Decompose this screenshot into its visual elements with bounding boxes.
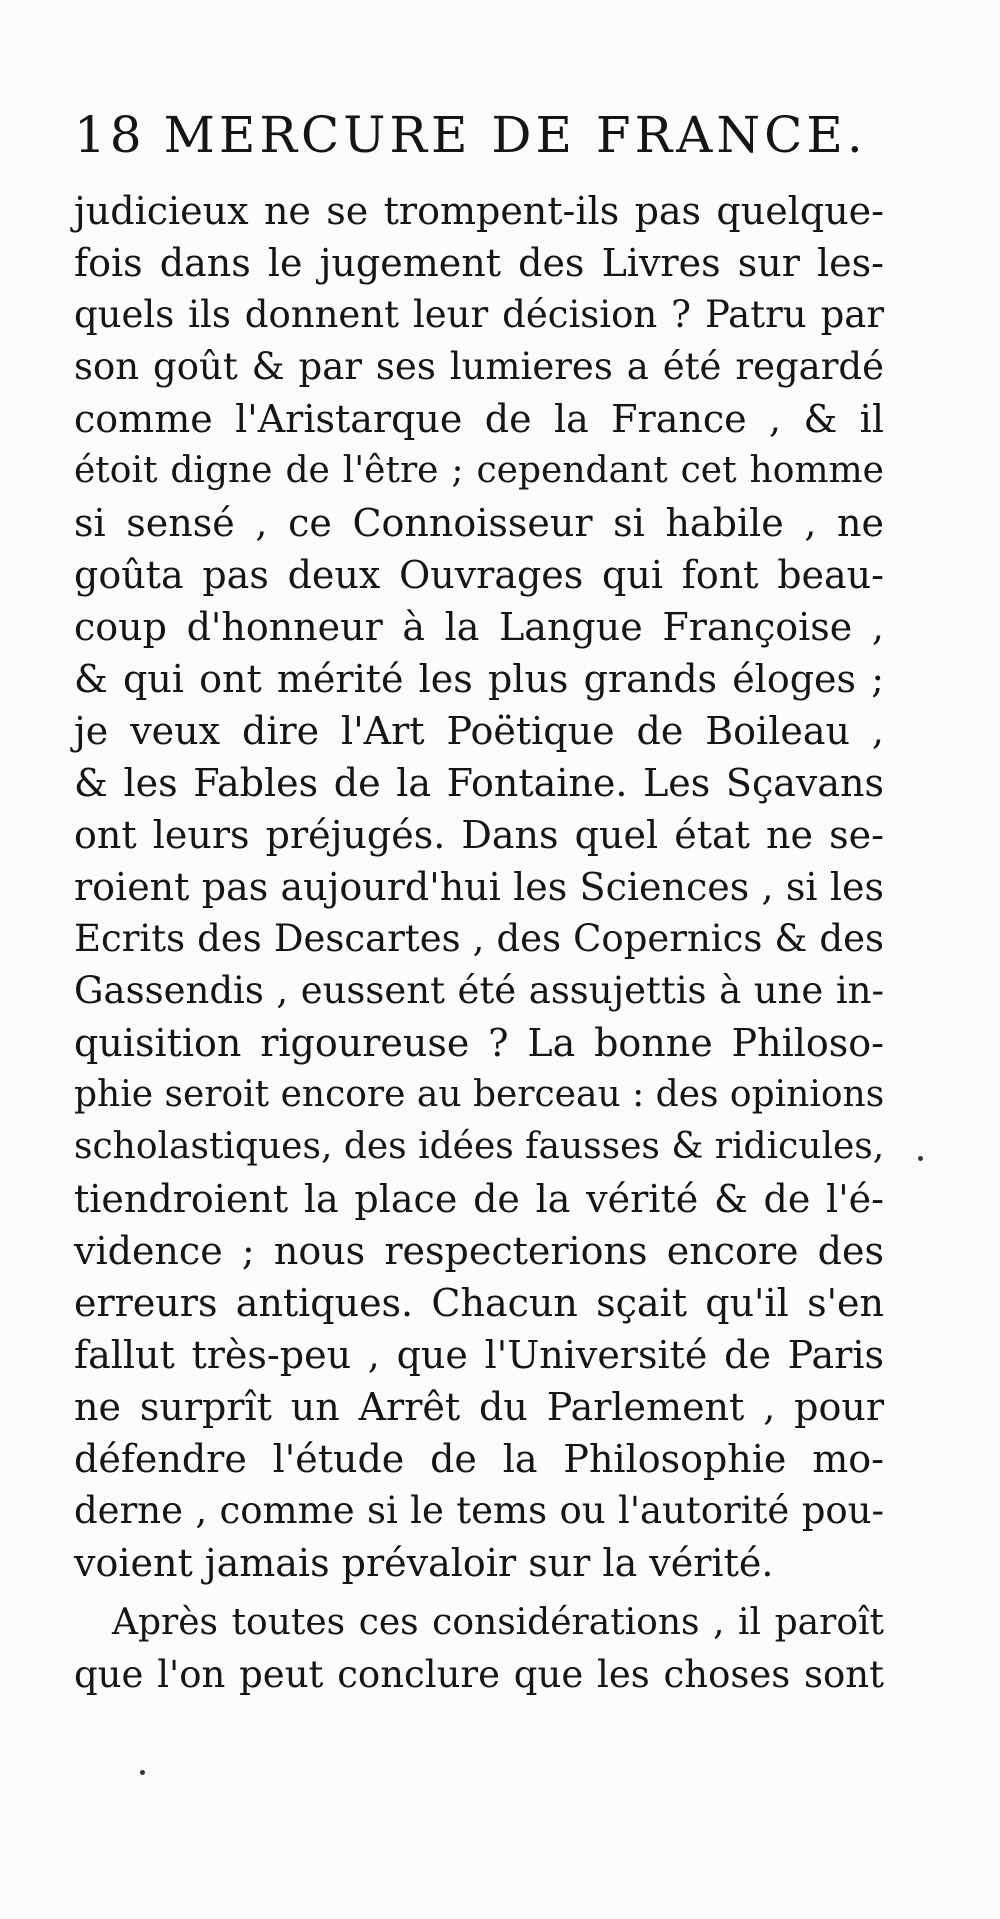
text-line: goûta pas deux Ouvrages qui font beau- [74, 553, 884, 597]
text-line: Après toutes ces considérations , il paroît [112, 1602, 884, 1643]
text-line: si sensé , ce Connoisseur si habile , ne [74, 501, 884, 545]
text-line: judicieux ne se trompent-ils pas quelque- [74, 189, 884, 233]
text-line: quels ils donnent leur décision ? Patru par [74, 293, 884, 336]
text-line: Ecrits des Descartes , des Copernics & des [74, 917, 884, 960]
text-line: coup d'honneur à la Langue Françoise , [74, 605, 884, 649]
text-line: & les Fables de la Fontaine. Les Sçavans [74, 761, 884, 805]
text-line: roient pas aujourd'hui les Sciences , si les [74, 865, 884, 909]
text-line: voient jamais prévaloir sur la vérité. [74, 1541, 774, 1585]
text-line: je veux dire l'Art Poëtique de Boileau , [74, 709, 884, 753]
text-line: derne , comme si le tems ou l'autorité pou- [74, 1489, 884, 1532]
text-line: défendre l'étude de la Philosophie mo- [74, 1437, 884, 1481]
text-line: étoit digne de l'être ; cependant cet homme [74, 450, 884, 491]
text-line: fois dans le jugement des Livres sur les- [74, 241, 884, 285]
text-line: tiendroient la place de la vérité & de l'é- [74, 1177, 884, 1221]
text-line: scholastiques, des idées fausses & ridicules, [74, 1126, 885, 1167]
text-line: son goût & par ses lumieres a été regardé [74, 345, 884, 388]
text-line: ne surprît un Arrêt du Parlement , pour [74, 1385, 884, 1429]
running-title: MERCURE DE FRANCE. [163, 106, 867, 164]
page-number: 18 [74, 106, 146, 164]
ink-speck [918, 1156, 923, 1161]
text-line: que l'on peut conclure que les choses sont [74, 1653, 884, 1696]
text-line: & qui ont mérité les plus grands éloges ; [74, 657, 884, 701]
text-line: ont leurs préjugés. Dans quel état ne se- [74, 813, 884, 857]
text-line: vidence ; nous respecterions encore des [74, 1229, 884, 1273]
body-text [74, 185, 884, 1701]
text-line: Gassendis , eussent été assujettis à une in- [74, 969, 884, 1012]
paragraph-gap [74, 1589, 884, 1597]
text-line: quisition rigoureuse ? La bonne Philoso- [74, 1021, 884, 1065]
text-line: erreurs antiques. Chacun sçait qu'il s'en [74, 1281, 884, 1325]
running-header [74, 105, 867, 165]
text-line: phie seroit encore au berceau : des opinions [74, 1074, 885, 1115]
text-line: comme l'Aristarque de la France , & il [74, 397, 884, 441]
ink-speck [140, 1770, 145, 1775]
text-line: fallut très-peu , que l'Université de Paris [74, 1333, 884, 1377]
